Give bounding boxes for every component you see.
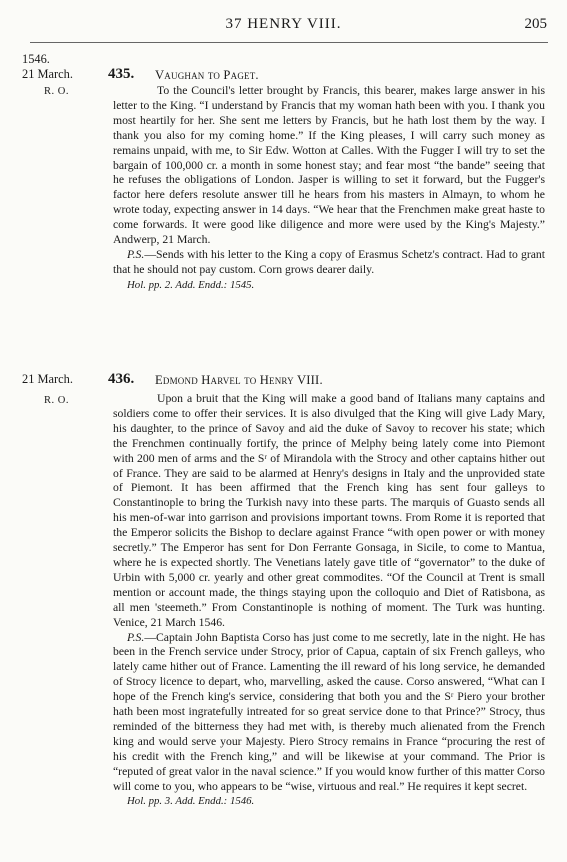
running-title: 37 HENRY VIII. [225,16,342,32]
entry-source: R. O. [44,395,69,406]
entry-number: 435. [108,66,135,82]
hol-note: Hol. pp. 3. Add. Endd.: 1546. [127,795,255,808]
entry-body [113,392,545,809]
entry-paragraph: To the Council's letter brought by Francis, this bearer, makes large answer in his letter to the King. “I understand by Francis that my woman hath been with you. I thank you most heartily for her. She sent me letters by Francis, but he hath lost them by the way. I thank you also for my coming home.” If the King pleases, I will carry such money as remains unpaid, with me, to Sir Edw. Wotton at Calles. With the Fugger I will try to set the bargain of 100,000 cr. a month in some honest stay; and fear most “the bande” seeing that he refuses the obligations of London. Jasper is willing to set it forward, but the Fugger's factor here defers resolute answer till he hears from his masters in Almayn, to whom he wrote today, expecting answer in 14 days. “We hear that the Frenchmen make great haste to come forwards. It were good like diligence and more were used by the King's Majesty.” Andwerp, 21 March. [113,84,545,247]
entry-paragraph: Upon a bruit that the King will make a good band of Italians many captains and soldiers come to offer their services. It is also divulged that the King will give Lady Mary, his daughter, to the prince of Savoy and aid the duke of Savoy to recover his state; which the Frenchmen continually fortify, the prince of Melphy being lately come into Piemont with 200 men of arms and the Sʳ of Mirandola with the Strocy and other captains hither out of France. They are said to be alarmed at Henry's designs in Italy and the unprovided state of Piemont. It has been affirmed that the French king has sent four galleys to Constantinople to bring the Turkish navy into these parts. The marquis of Guasto sends all his men-of-war into garrison and provisions important towns. From Rome it is reported that the Emperor solicits the Bishop to declare against France “with open power or with money secretly.” The Emperor has sent for Don Ferrante Gonsaga, in Sicile, to come to Mantua, where he is expected shortly. The Venetians lately gave title of “governator” to the duke of Urbin with 5,000 cr. yearly and other great commodites. “Of the Council at Trent is small mention or account made, the things staying upon the colloquio and Diet of Ratisbona, as all men 'steemeth.” From Constantinople is nothing of moment. The Turk was hunting. Venice, 21 March 1546. [113,392,545,629]
entry-date: 21 March. [22,372,73,386]
ps-text: —Captain John Baptista Corso has just come to me secretly, late in the night. He has been in the French service under Strocy, prior of Capua, captain of six French galleys, who lately came hither out of France. Lamenting the ill reward of his long service, he demanded of Strocy licence to depart, who, marvelling, asked the cause. Corso answered, “What can I hope of the French king's service, considering that both you and the Sʳ Piero your brother hath been most ingratefully intreated for so great service done to that Prince?” Strocy, thus reminded of the bitterness they had met with, is thereby much alienated from the French king and would serve your Majesty. Piero Strocy remains in France “procuring the rest of his credit with the French king,” and will be likewise at your command. The Prior is “reputed of great valor in the naval science.” If you would know further of this matter Corso will come to you, who appears to be “wise, virtuous and real.” He requires it kept secret. [113,630,545,793]
entry-date: 21 March. [22,67,73,81]
postscript [113,248,545,278]
entry-title: Edmond Harvel to Henry VIII. [155,373,323,387]
entry-number: 436. [108,371,135,387]
ps-label: P.S. [127,247,145,261]
postscript [113,631,545,795]
entry-source: R. O. [44,86,69,97]
year-label: 1546. [22,52,50,66]
page-header [0,16,567,36]
page-number: 205 [524,16,547,32]
ps-label: P.S. [127,630,145,644]
ps-text: —Sends with his letter to the King a copy of Erasmus Schetz's contract. Had to grant that he should not pay custom. Corn grows dearer daily. [113,247,545,276]
entry-body [113,84,545,293]
hol-note: Hol. pp. 2. Add. Endd.: 1545. [127,278,255,291]
entry-title: Vaughan to Paget. [155,68,259,82]
header-rule [30,42,548,43]
